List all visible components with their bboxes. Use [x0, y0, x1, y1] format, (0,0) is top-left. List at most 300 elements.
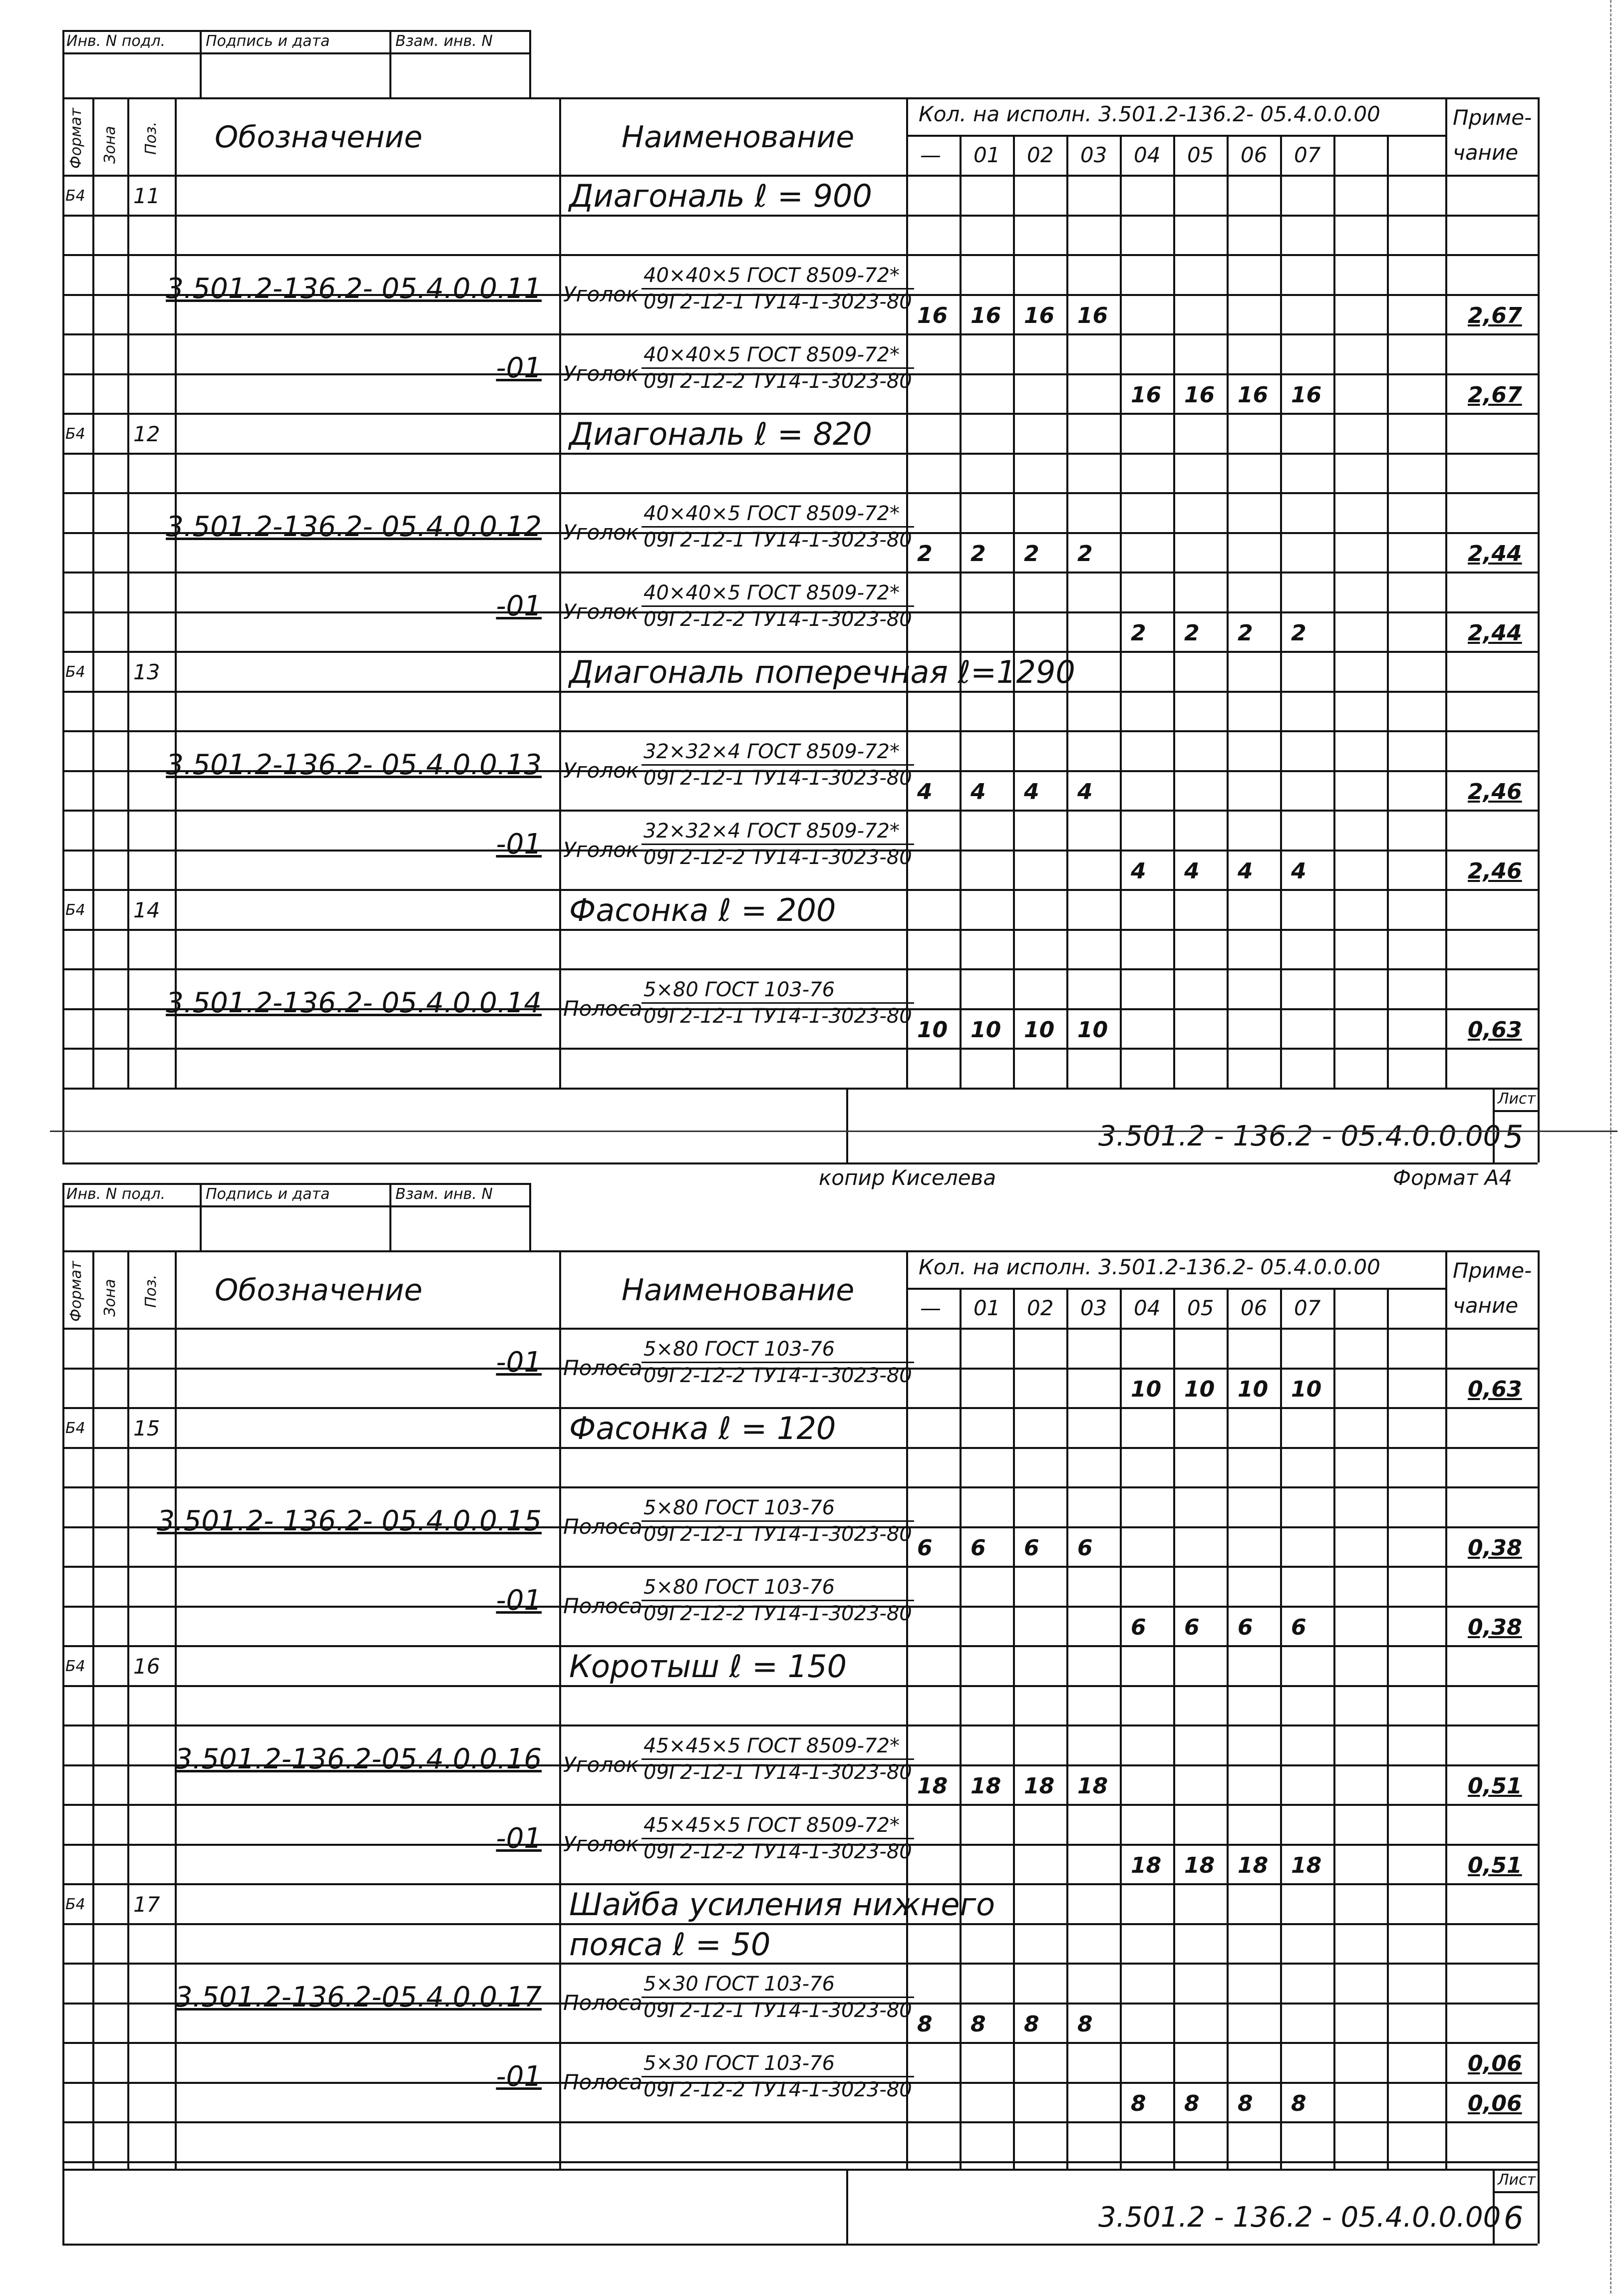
header-col-6: 06	[1241, 143, 1268, 167]
row-material-spec	[642, 1496, 914, 1546]
spec-steel: 09Г2-12-1 ТУ14-1-3023-80	[644, 1523, 912, 1546]
row-note: 0,06	[1468, 2090, 1522, 2116]
footer-top-line	[62, 2169, 1538, 2171]
row-title-2: пояса ℓ = 50	[569, 1926, 771, 1963]
header-col-2: 02	[1027, 143, 1054, 167]
column-line	[92, 1250, 94, 2169]
qty-cell: 8	[1024, 2011, 1039, 2037]
row-format: Б4	[65, 663, 85, 681]
row-material-spec	[642, 502, 914, 552]
row-line	[62, 929, 1538, 931]
table-top-border	[62, 97, 1538, 99]
row-position: 15	[133, 1416, 160, 1440]
footer-sheet-number: 6	[1504, 2200, 1524, 2236]
qty-column-line	[1013, 1288, 1015, 2169]
row-line	[62, 730, 1538, 732]
column-line	[1538, 1250, 1540, 2169]
row-material-kind: Полоса	[563, 996, 643, 1021]
stamp-divider	[62, 30, 64, 97]
header-mid-line	[906, 1288, 1445, 1290]
stamp-border	[62, 30, 529, 32]
header-bottom-line	[62, 1328, 1538, 1330]
row-title: Диагональ ℓ = 900	[569, 178, 872, 214]
header-col-1: 01	[973, 1296, 1000, 1320]
row-designation: -01	[496, 1822, 542, 1855]
row-format: Б4	[65, 1658, 85, 1675]
row-title: Диагональ поперечная ℓ=1290	[569, 654, 1075, 690]
row-designation: -01	[496, 2060, 542, 2093]
row-position: 16	[133, 1654, 160, 1679]
qty-cell: 10	[1291, 1376, 1322, 1402]
stamp-divider	[529, 30, 531, 97]
row-line	[62, 492, 1538, 494]
row-material-kind: Полоса	[563, 1593, 643, 1618]
header-primechanie-1: Приме-	[1453, 1258, 1532, 1283]
column-line	[175, 1250, 177, 2169]
qty-column-line	[1173, 1288, 1175, 2169]
header-col-5: 05	[1187, 143, 1214, 167]
row-material-spec	[642, 581, 914, 631]
row-designation: 3.501.2-136.2- 05.4.0.0.13	[166, 748, 542, 781]
header-col-0: —	[920, 1296, 941, 1320]
column-line	[127, 1250, 129, 2169]
row-designation: -01	[496, 351, 542, 384]
row-designation: 3.501.2-136.2- 05.4.0.0.12	[166, 510, 542, 543]
spec-profile: 5×80 ГОСТ 103-76	[642, 1496, 914, 1522]
qty-cell: 2	[971, 541, 986, 567]
spec-steel: 09Г2-12-2 ТУ14-1-3023-80	[644, 608, 912, 631]
header-poz: Поз.	[142, 121, 160, 155]
column-line	[92, 97, 94, 1088]
qty-cell: 18	[917, 1773, 948, 1799]
qty-cell: 16	[1024, 302, 1055, 328]
row-line	[62, 651, 1538, 653]
stamp-inv-podl: Инв. N подл.	[66, 32, 166, 50]
row-line	[62, 1048, 1538, 1050]
row-position: 17	[133, 1892, 160, 1917]
qty-column-line	[1280, 135, 1282, 1088]
spec-profile: 40×40×5 ГОСТ 8509-72*	[642, 264, 914, 289]
footer-sheet-line	[1493, 1110, 1538, 1112]
header-zona: Зона	[101, 126, 119, 164]
row-line	[62, 1685, 1538, 1687]
column-line	[1538, 97, 1540, 1088]
footer-bottom-line	[62, 2244, 1538, 2246]
footer-document-code: 3.501.2 - 136.2 - 05.4.0.0.00	[1098, 2201, 1501, 2234]
footer-left-line	[62, 2169, 64, 2244]
header-zona: Зона	[101, 1279, 119, 1317]
qty-cell: 8	[1291, 2090, 1306, 2116]
footer-right-line	[1538, 2169, 1540, 2244]
table-top-border	[62, 1250, 1538, 1252]
qty-column-line	[1280, 1288, 1282, 2169]
row-material-spec	[642, 264, 914, 313]
row-note: 2,46	[1468, 779, 1522, 805]
row-material-kind: Уголок	[563, 599, 639, 624]
spec-profile: 5×80 ГОСТ 103-76	[642, 978, 914, 1004]
row-line	[62, 1486, 1538, 1488]
header-col-6: 06	[1241, 1296, 1268, 1320]
footer-format: Формат А4	[1393, 1165, 1513, 1190]
header-col-1: 01	[973, 143, 1000, 167]
row-material-spec	[642, 978, 914, 1028]
row-material-spec	[642, 1576, 914, 1625]
row-material-spec	[642, 820, 914, 869]
qty-column-line	[960, 135, 962, 1088]
qty-cell: 18	[1077, 1773, 1108, 1799]
column-line	[1445, 97, 1447, 1088]
row-line	[62, 889, 1538, 891]
row-designation: 3.501.2-136.2-05.4.0.0.17	[174, 1981, 542, 2013]
spec-steel: 09Г2-12-2 ТУ14-1-3023-80	[644, 1602, 912, 1625]
column-line	[559, 97, 561, 1088]
spec-profile: 5×30 ГОСТ 103-76	[642, 2052, 914, 2077]
row-material-kind: Полоса	[563, 1355, 643, 1380]
qty-column-line	[1066, 135, 1068, 1088]
row-designation: -01	[496, 1584, 542, 1617]
row-note-top: 0,06	[1468, 2051, 1522, 2076]
header-kol-na-ispoln: Кол. на исполн. 3.501.2-136.2- 05.4.0.0.00	[919, 1255, 1380, 1279]
spec-steel: 09Г2-12-1 ТУ14-1-3023-80	[644, 1005, 912, 1028]
row-line	[62, 1407, 1538, 1409]
qty-cell: 6	[1184, 1614, 1200, 1640]
column-line	[62, 97, 64, 1088]
row-material-spec	[642, 2052, 914, 2101]
qty-cell: 2	[1024, 541, 1039, 567]
row-line	[62, 572, 1538, 574]
header-format: Формат	[67, 108, 85, 169]
row-line	[62, 2161, 1538, 2163]
spec-steel: 09Г2-12-1 ТУ14-1-3023-80	[644, 1761, 912, 1784]
qty-cell: 6	[1131, 1614, 1146, 1640]
row-position: 12	[133, 422, 160, 446]
qty-cell: 4	[1024, 779, 1039, 805]
row-note: 0,63	[1468, 1017, 1522, 1043]
sheet-cut-line	[50, 1131, 1618, 1132]
qty-cell: 10	[1024, 1017, 1055, 1043]
footer-divider	[846, 1088, 848, 1162]
row-material-spec	[642, 343, 914, 393]
qty-cell: 2	[1184, 620, 1200, 646]
footer-sheet-label: Лист	[1498, 2171, 1536, 2189]
spec-profile: 40×40×5 ГОСТ 8509-72*	[642, 502, 914, 528]
qty-cell: 18	[1238, 1852, 1269, 1878]
qty-column-line	[1173, 135, 1175, 1088]
row-note: 2,44	[1468, 620, 1522, 646]
column-line	[175, 97, 177, 1088]
row-material-spec	[642, 1734, 914, 1784]
qty-cell: 18	[1024, 1773, 1055, 1799]
row-material-kind: Полоса	[563, 1990, 643, 2015]
footer-copier: копир Киселева	[819, 1165, 996, 1190]
row-material-kind: Уголок	[563, 837, 639, 862]
header-oboznachenie: Обозначение	[215, 120, 423, 155]
header-col-3: 03	[1080, 143, 1107, 167]
stamp-vzam: Взам. инв. N	[395, 32, 493, 50]
qty-cell: 8	[917, 2011, 933, 2037]
row-title: Диагональ ℓ = 820	[569, 416, 872, 452]
stamp-divider	[62, 1183, 64, 1250]
row-designation: 3.501.2- 136.2- 05.4.0.0.15	[157, 1504, 542, 1537]
column-line	[1445, 1250, 1447, 2169]
qty-column-line	[1120, 135, 1122, 1088]
row-format: Б4	[65, 901, 85, 919]
row-designation: 3.501.2-136.2-05.4.0.0.16	[174, 1742, 542, 1775]
row-line	[62, 810, 1538, 812]
qty-cell: 4	[1077, 779, 1093, 805]
qty-cell: 6	[1077, 1535, 1093, 1561]
spec-steel: 09Г2-12-2 ТУ14-1-3023-80	[644, 370, 912, 393]
row-material-kind: Уголок	[563, 361, 639, 386]
stamp-podpis: Подпись и дата	[206, 1185, 330, 1203]
row-material-kind: Уголок	[563, 1752, 639, 1777]
header-primechanie-1: Приме-	[1453, 105, 1532, 130]
qty-cell: 16	[1238, 382, 1269, 408]
qty-column-line	[1333, 1288, 1335, 2169]
column-line	[127, 97, 129, 1088]
qty-column-line	[1013, 135, 1015, 1088]
row-line	[62, 215, 1538, 217]
row-designation: -01	[496, 1346, 542, 1379]
stamp-divider	[200, 1183, 202, 1250]
row-material-spec	[642, 1814, 914, 1863]
qty-cell: 4	[1184, 858, 1200, 884]
row-note: 2,44	[1468, 541, 1522, 567]
qty-cell: 4	[971, 779, 986, 805]
header-primechanie-2: чание	[1453, 140, 1519, 165]
qty-cell: 10	[1077, 1017, 1108, 1043]
qty-cell: 4	[917, 779, 933, 805]
qty-cell: 10	[1131, 1376, 1162, 1402]
qty-cell: 6	[1024, 1535, 1039, 1561]
header-mid-line	[906, 135, 1445, 137]
qty-column-line	[960, 1288, 962, 2169]
row-note: 0,38	[1468, 1614, 1522, 1640]
row-format: Б4	[65, 1420, 85, 1437]
spec-steel: 09Г2-12-1 ТУ14-1-3023-80	[644, 1999, 912, 2022]
row-position: 11	[133, 184, 160, 208]
row-line	[62, 453, 1538, 455]
row-line	[62, 413, 1538, 415]
row-line	[62, 1883, 1538, 1885]
spec-steel: 09Г2-12-2 ТУ14-1-3023-80	[644, 1840, 912, 1863]
stamp-divider	[389, 1183, 391, 1250]
qty-column-line	[1333, 135, 1335, 1088]
qty-cell: 8	[1184, 2090, 1200, 2116]
row-material-kind: Уголок	[563, 282, 639, 306]
spec-profile: 5×80 ГОСТ 103-76	[642, 1338, 914, 1363]
row-material-spec	[642, 1973, 914, 2022]
row-position: 13	[133, 660, 160, 684]
row-note: 0,51	[1468, 1773, 1522, 1799]
spec-steel: 09Г2-12-2 ТУ14-1-3023-80	[644, 1364, 912, 1387]
row-note: 0,63	[1468, 1376, 1522, 1402]
row-line	[62, 1724, 1538, 1726]
stamp-divider	[529, 1183, 531, 1250]
header-col-0: —	[920, 143, 941, 167]
spec-profile: 40×40×5 ГОСТ 8509-72*	[642, 343, 914, 369]
qty-cell: 8	[971, 2011, 986, 2037]
row-format: Б4	[65, 425, 85, 443]
spec-profile: 32×32×4 ГОСТ 8509-72*	[642, 820, 914, 845]
spec-steel: 09Г2-12-2 ТУ14-1-3023-80	[644, 2078, 912, 2101]
row-material-kind: Полоса	[563, 2069, 643, 2094]
spec-steel: 09Г2-12-1 ТУ14-1-3023-80	[644, 529, 912, 552]
column-line	[559, 1250, 561, 2169]
qty-cell: 16	[917, 302, 948, 328]
row-note: 0,38	[1468, 1535, 1522, 1561]
qty-cell: 6	[1291, 1614, 1306, 1640]
spec-profile: 5×30 ГОСТ 103-76	[642, 1973, 914, 1998]
qty-column-line	[1387, 1288, 1389, 2169]
qty-cell: 16	[1131, 382, 1162, 408]
qty-cell: 10	[1184, 1376, 1215, 1402]
spec-profile: 5×80 ГОСТ 103-76	[642, 1576, 914, 1601]
qty-cell: 16	[971, 302, 1001, 328]
footer-right-line	[1538, 1088, 1540, 1162]
qty-cell: 18	[971, 1773, 1001, 1799]
spec-profile: 32×32×4 ГОСТ 8509-72*	[642, 740, 914, 766]
row-format: Б4	[65, 1896, 85, 1913]
qty-cell: 4	[1131, 858, 1146, 884]
header-format: Формат	[67, 1261, 85, 1322]
header-bottom-line	[62, 175, 1538, 177]
qty-column-line	[1227, 135, 1229, 1088]
row-material-kind: Полоса	[563, 1514, 643, 1539]
footer-sheet-line	[1493, 2191, 1538, 2193]
stamp-divider	[200, 30, 202, 97]
qty-cell: 2	[1291, 620, 1306, 646]
row-line	[62, 1645, 1538, 1647]
spec-steel: 09Г2-12-2 ТУ14-1-3023-80	[644, 846, 912, 869]
row-title: Шайба усиления нижнего	[569, 1886, 995, 1923]
row-title: Фасонка ℓ = 200	[569, 892, 836, 928]
spec-profile: 40×40×5 ГОСТ 8509-72*	[642, 581, 914, 607]
header-naimenovanie: Наименование	[622, 120, 855, 155]
row-designation: 3.501.2-136.2- 05.4.0.0.14	[166, 986, 542, 1019]
stamp-divider	[389, 30, 391, 97]
qty-column-line	[1387, 135, 1389, 1088]
qty-cell: 16	[1077, 302, 1108, 328]
qty-cell: 2	[1238, 620, 1253, 646]
row-line	[62, 1447, 1538, 1449]
row-note: 2,46	[1468, 858, 1522, 884]
footer-document-code: 3.501.2 - 136.2 - 05.4.0.0.00	[1098, 1120, 1501, 1152]
qty-cell: 2	[1077, 541, 1093, 567]
row-material-kind: Уголок	[563, 758, 639, 783]
row-line	[62, 1804, 1538, 1806]
row-line	[62, 1923, 1538, 1925]
stamp-vzam: Взам. инв. N	[395, 1185, 493, 1203]
stamp-divider	[62, 1205, 529, 1207]
qty-cell: 6	[1238, 1614, 1253, 1640]
column-line	[62, 1250, 64, 2169]
footer-sheet-number: 5	[1504, 1119, 1524, 1155]
qty-cell: 16	[1184, 382, 1215, 408]
qty-cell: 10	[1238, 1376, 1269, 1402]
row-line	[62, 254, 1538, 256]
qty-cell: 2	[917, 541, 933, 567]
qty-cell: 8	[1238, 2090, 1253, 2116]
qty-cell: 16	[1291, 382, 1322, 408]
row-designation: -01	[496, 828, 542, 861]
header-col-2: 02	[1027, 1296, 1054, 1320]
row-line	[62, 691, 1538, 693]
qty-cell: 8	[1131, 2090, 1146, 2116]
row-material-kind: Уголок	[563, 520, 639, 545]
qty-cell: 18	[1184, 1852, 1215, 1878]
header-col-5: 05	[1187, 1296, 1214, 1320]
footer-left-line	[62, 1088, 64, 1162]
footer-divider	[846, 2169, 848, 2244]
header-poz: Поз.	[142, 1274, 160, 1308]
spec-profile: 45×45×5 ГОСТ 8509-72*	[642, 1814, 914, 1839]
header-primechanie-2: чание	[1453, 1293, 1519, 1318]
row-title: Коротыш ℓ = 150	[569, 1648, 847, 1685]
qty-cell: 4	[1238, 858, 1253, 884]
header-oboznachenie: Обозначение	[215, 1273, 423, 1308]
qty-cell: 8	[1077, 2011, 1093, 2037]
footer-sheet-label: Лист	[1498, 1090, 1536, 1108]
spec-profile: 45×45×5 ГОСТ 8509-72*	[642, 1734, 914, 1760]
row-designation: -01	[496, 589, 542, 622]
qty-cell: 10	[917, 1017, 948, 1043]
row-line	[62, 1566, 1538, 1568]
stamp-divider	[62, 52, 529, 54]
qty-cell: 6	[917, 1535, 933, 1561]
row-line	[62, 968, 1538, 970]
row-designation: 3.501.2-136.2- 05.4.0.0.11	[166, 272, 542, 305]
row-note: 0,51	[1468, 1852, 1522, 1878]
row-line	[62, 1963, 1538, 1965]
qty-column-line	[1227, 1288, 1229, 2169]
header-naimenovanie: Наименование	[622, 1273, 855, 1308]
row-line	[62, 2042, 1538, 2044]
qty-cell: 4	[1291, 858, 1306, 884]
footer-top-line	[62, 1088, 1538, 1090]
row-material-spec	[642, 740, 914, 790]
stamp-border	[62, 1183, 529, 1185]
qty-column-line	[1066, 1288, 1068, 2169]
row-line	[62, 333, 1538, 335]
header-col-3: 03	[1080, 1296, 1107, 1320]
row-note: 2,67	[1468, 382, 1522, 408]
qty-cell: 6	[971, 1535, 986, 1561]
qty-column-line	[906, 1250, 908, 2169]
qty-cell: 18	[1131, 1852, 1162, 1878]
row-format: Б4	[65, 187, 85, 205]
header-kol-na-ispoln: Кол. на исполн. 3.501.2-136.2- 05.4.0.0.00	[919, 102, 1380, 126]
sheet-page-2	[0, 1153, 1621, 2296]
header-col-4: 04	[1134, 143, 1161, 167]
header-col-4: 04	[1134, 1296, 1161, 1320]
qty-cell: 10	[971, 1017, 1001, 1043]
row-material-spec	[642, 1338, 914, 1387]
stamp-podpis: Подпись и дата	[206, 32, 330, 50]
spec-steel: 09Г2-12-1 ТУ14-1-3023-80	[644, 290, 912, 313]
qty-cell: 18	[1291, 1852, 1322, 1878]
qty-cell: 2	[1131, 620, 1146, 646]
qty-column-line	[1120, 1288, 1122, 2169]
row-material-kind: Уголок	[563, 1831, 639, 1856]
header-col-7: 07	[1294, 1296, 1321, 1320]
spec-steel: 09Г2-12-1 ТУ14-1-3023-80	[644, 767, 912, 790]
row-position: 14	[133, 898, 160, 922]
header-col-7: 07	[1294, 143, 1321, 167]
row-line	[62, 2121, 1538, 2123]
row-note: 2,67	[1468, 302, 1522, 328]
row-title: Фасонка ℓ = 120	[569, 1410, 836, 1446]
